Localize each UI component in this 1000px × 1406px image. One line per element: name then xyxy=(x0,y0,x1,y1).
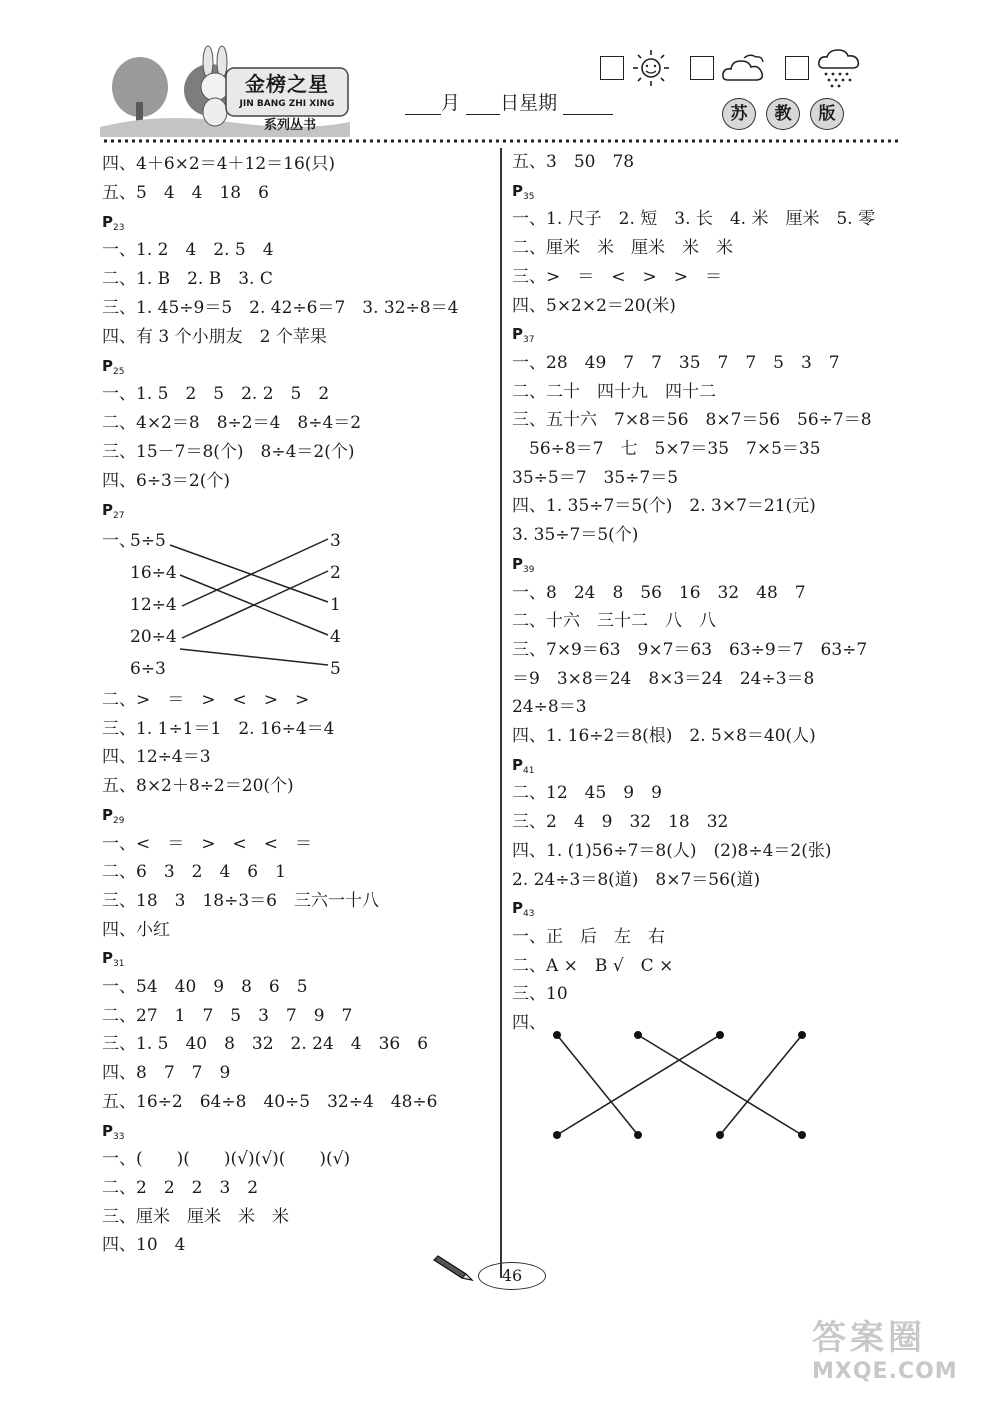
answer-line: 一、28 49 7 7 35 7 7 5 3 7 xyxy=(512,352,840,373)
answer-line: 四、1. (1)56÷7＝8(人) (2)8÷4＝2(张) xyxy=(512,840,832,861)
watermark-text: MXQE.COM xyxy=(812,1359,958,1384)
answer-line: 24÷8＝3 xyxy=(512,697,587,718)
answer-line: 五、3 50 78 xyxy=(512,152,635,172)
answer-line: 三、15－7＝8(个) 8÷4＝2(个) xyxy=(102,442,355,462)
page-ref: $P_{35}$ xyxy=(512,181,535,202)
answer-line: 二、A × B √ C × xyxy=(512,955,674,976)
answer-line: 三、2 4 9 32 18 32 xyxy=(512,812,729,833)
matching-right-item: 5 xyxy=(330,659,341,679)
answer-line: 三、五十六 7×8＝56 8×7＝56 56÷7＝8 xyxy=(512,410,872,431)
day-week-label: 日星期 xyxy=(500,92,558,114)
answer-line: 五、8×2＋8÷2＝20(个) xyxy=(102,776,294,797)
page-ref: $P_{37}$ xyxy=(512,325,535,346)
answer-line: 三、1. 5 40 8 32 2. 24 4 36 6 xyxy=(102,1034,429,1055)
answer-line: 二、二十 四十九 四十二 xyxy=(512,381,716,402)
answer-line: 一、< ＝ > < < ＝ xyxy=(102,833,312,854)
answer-line: 四、1. 16÷2＝8(根) 2. 5×8＝40(人) xyxy=(512,726,816,746)
answer-line: 四、5×2×2＝20(米) xyxy=(512,295,676,316)
answer-line: 3. 35÷7＝5(个) xyxy=(512,525,639,546)
answer-line: 四、12÷4＝3 xyxy=(102,747,211,768)
answer-line: 2. 24÷3＝8(道) 8×7＝56(道) xyxy=(512,869,761,890)
answer-line: 三、7×9＝63 9×7＝63 63÷9＝7 63÷7 xyxy=(512,639,868,660)
answer-line: 四、6÷3＝2(个) xyxy=(102,470,230,491)
page-ref: $P_{33}$ xyxy=(102,1121,125,1142)
page-ref: $P_{41}$ xyxy=(512,755,535,776)
answer-line: 三、10 xyxy=(512,984,568,1005)
matching-right-item: 1 xyxy=(330,595,341,615)
answer-line: 三、1. 45÷9＝5 2. 42÷6＝7 3. 32÷8＝4 xyxy=(102,298,459,318)
answer-line: 二、6 3 2 4 6 1 xyxy=(102,862,286,883)
month-label: 月 xyxy=(441,92,461,114)
matching-lines xyxy=(0,0,1000,700)
answer-line: 一、( )( )(√)(√)( )(√) xyxy=(102,1149,351,1170)
answer-line: 四、10 4 xyxy=(102,1235,186,1256)
answer-line: 二、2 2 2 3 2 xyxy=(102,1177,259,1198)
matching-right-item: 3 xyxy=(330,531,341,551)
answer-line: ＝9 3×8＝24 8×3＝24 24÷3＝8 xyxy=(512,668,815,689)
edition-char: 教 xyxy=(766,98,800,130)
answer-line: 一、8 24 8 56 16 32 48 7 xyxy=(512,582,806,603)
answer-line: 四、1. 35÷7＝5(个) 2. 3×7＝21(元) xyxy=(512,496,816,517)
pencil-icon xyxy=(432,1250,482,1284)
edition-char: 苏 xyxy=(722,98,756,130)
matching-left-item: 6÷3 xyxy=(130,659,166,679)
matching-left-item: 20÷4 xyxy=(130,627,177,647)
answer-line: 三、18 3 18÷3＝6 三六一十八 xyxy=(102,890,379,911)
answer-line: 五、16÷2 64÷8 40÷5 32÷4 48÷6 xyxy=(102,1091,438,1112)
matching-right-item: 2 xyxy=(330,563,341,583)
answer-line: 四、 xyxy=(512,1013,546,1033)
page-ref: $P_{43}$ xyxy=(512,899,535,920)
edition-char: 版 xyxy=(810,98,844,130)
page-ref: $P_{29}$ xyxy=(102,805,125,826)
logo-series: 系列丛书 xyxy=(263,118,316,133)
answer-line: 四、有 3 个小朋友 2 个苹果 xyxy=(102,326,327,347)
answer-line: 四、4＋6×2＝4＋12＝16(只) xyxy=(102,154,336,174)
answer-line: 二、4×2＝8 8÷2＝4 8÷4＝2 xyxy=(102,413,362,434)
answer-line: 二、十六 三十二 八 八 xyxy=(512,611,716,632)
page-ref: $P_{31}$ xyxy=(102,949,125,970)
answer-line: 五、5 4 4 18 6 xyxy=(102,182,269,203)
answer-line: 三、> ＝ < > > ＝ xyxy=(512,266,722,287)
page-ref: $P_{27}$ xyxy=(102,500,125,521)
answer-line: 一、1. 5 2 5 2. 2 5 2 xyxy=(102,384,330,405)
answer-line: 一、54 40 9 8 6 5 xyxy=(102,977,308,997)
matching-left-item: 5÷5 xyxy=(130,531,166,551)
answer-line: 二、> ＝ > < > > xyxy=(102,690,310,710)
answer-line: 二、12 45 9 9 xyxy=(512,783,662,804)
matching-prefix: 一、 xyxy=(102,531,136,551)
answer-line: 四、小红 xyxy=(102,919,170,940)
logo-title: 金榜之星 xyxy=(245,72,329,96)
answer-line: 一、正 后 左 右 xyxy=(512,926,665,947)
answer-line: 二、厘米 米 厘米 米 米 xyxy=(512,238,733,259)
answer-line: 四、8 7 7 9 xyxy=(102,1063,231,1084)
answer-line: 二、1. B 2. B 3. C xyxy=(102,269,273,290)
page-number: 46 xyxy=(478,1262,546,1290)
answer-line: 56÷8＝7 七 5×7＝35 7×5＝35 xyxy=(512,439,821,459)
page-ref: $P_{23}$ xyxy=(102,212,125,233)
answer-line: 三、1. 1÷1＝1 2. 16÷4＝4 xyxy=(102,718,335,739)
answer-line: 一、1. 尺子 2. 短 3. 长 4. 米 厘米 5. 零 xyxy=(512,209,876,230)
page-ref: $P_{25}$ xyxy=(102,356,125,377)
matching-left-item: 12÷4 xyxy=(130,595,177,615)
matching-left-item: 16÷4 xyxy=(130,563,177,583)
matching-right-item: 4 xyxy=(330,627,341,647)
answer-line: 一、1. 2 4 2. 5 4 xyxy=(102,240,274,261)
page-ref: $P_{39}$ xyxy=(512,554,535,575)
answer-line: 35÷5＝7 35÷7＝5 xyxy=(512,467,679,488)
answer-line: 二、27 1 7 5 3 7 9 7 xyxy=(102,1005,353,1026)
logo-pinyin: JIN BANG ZHI XING xyxy=(239,99,335,109)
dot-matching-drawing xyxy=(540,1025,820,1150)
answer-line: 三、厘米 厘米 米 米 xyxy=(102,1206,289,1227)
watermark: 答案圈 MXQE.COM xyxy=(812,1318,958,1384)
